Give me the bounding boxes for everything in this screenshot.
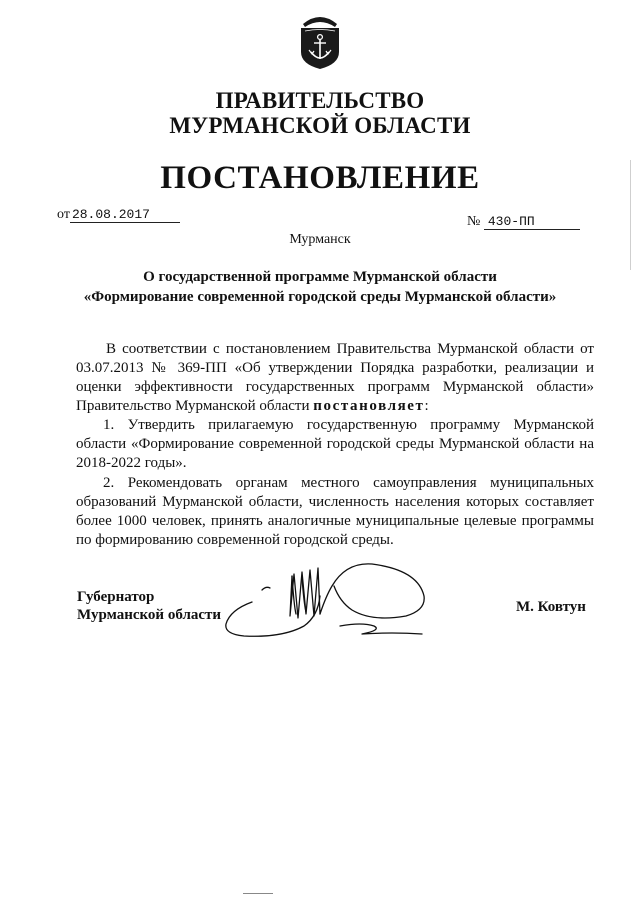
city: Мурманск: [289, 232, 351, 247]
number-prefix: №: [467, 214, 481, 229]
document-date: [57, 207, 180, 223]
date-prefix: от: [57, 207, 70, 222]
signer-name: М. Ковтун: [516, 599, 586, 615]
handwritten-signature: [222, 556, 444, 646]
government-name-line1: ПРАВИТЕЛЬСТВО: [215, 88, 425, 113]
paragraph1-line2: 03.07.2013 № 369-ПП «Об утверждении Порядка разработки, реализации и: [76, 360, 594, 376]
subject-line2: «Формирование современной городской среды Мурманской области»: [83, 289, 557, 305]
item2-line3: более 1000 человек, принять аналогичные муниципальные целевые программы: [76, 513, 594, 529]
signer-title-line2: Мурманской области: [77, 607, 222, 623]
item1-line2: области «Формирование современной городской среды Мурманской области на: [76, 436, 594, 452]
subject-line1: О государственной программе Мурманской области: [143, 269, 497, 285]
signer-title-line1: Губернатор: [77, 589, 155, 605]
date-value: 28.08.2017: [70, 207, 180, 223]
paragraph1-line4-text: Правительство Мурманской области: [76, 398, 314, 414]
item2-line1: 2. Рекомендовать органам местного самоуправления муниципальных: [103, 475, 594, 491]
scan-artifact-mark: [243, 893, 273, 896]
government-name-line2: МУРМАНСКОЙ ОБЛАСТИ: [169, 113, 471, 138]
scan-edge-line: [630, 160, 633, 270]
number-value: 430-ПП: [484, 214, 580, 230]
document-number: [467, 214, 580, 230]
item1-line3: 2018-2022 годы».: [76, 455, 187, 471]
paragraph1-line3: оценки эффективности государственных программ Мурманской области»: [76, 379, 594, 395]
paragraph1-line4: [76, 397, 594, 416]
resolves-keyword: постановляет: [313, 398, 425, 414]
paragraph1-line4-colon: :: [424, 398, 429, 414]
coat-of-arms-icon: [297, 12, 343, 70]
item2-line2: образований Мурманской области, численность населения которых составляет: [76, 494, 594, 510]
document-type-heading: ПОСТАНОВЛЕНИЕ: [160, 160, 480, 196]
paragraph1-line1: В соответствии с постановлением Правительства Мурманской области от: [106, 341, 594, 357]
item1-line1: 1. Утвердить прилагаемую государственную программу Мурманской: [103, 417, 594, 433]
item2-line4: по формированию современной городской среды.: [76, 532, 394, 548]
